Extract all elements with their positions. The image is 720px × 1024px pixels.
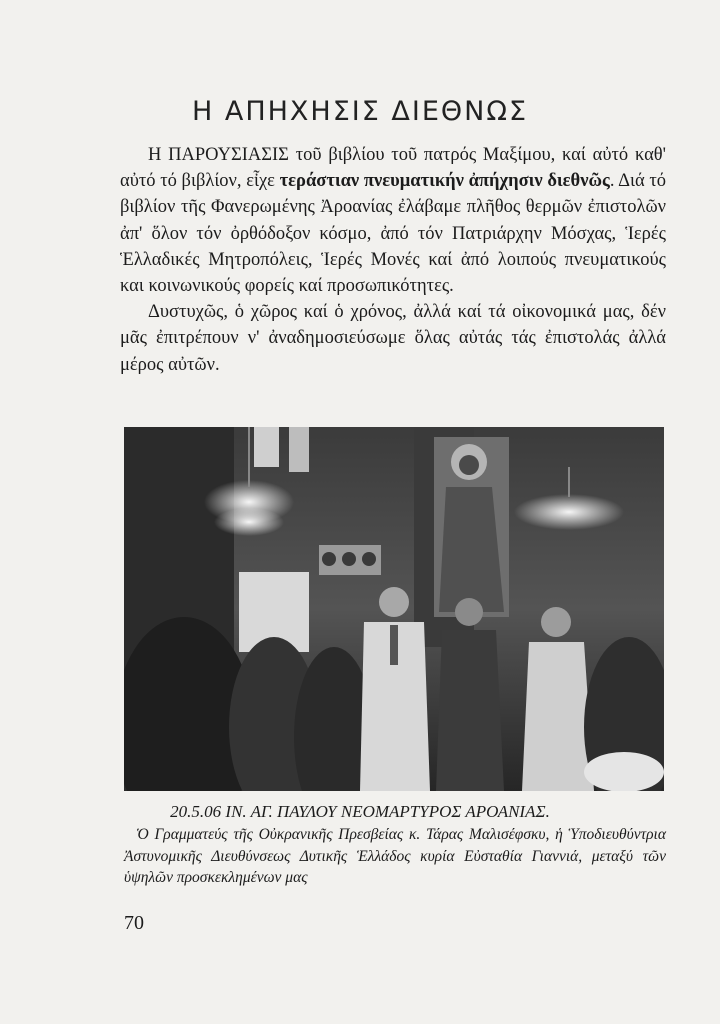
paragraph-1 xyxy=(120,142,666,299)
body-text xyxy=(120,142,666,378)
caption-title: 20.5.06 ΙΝ. ΑΓ. ΠΑΥΛΟΥ ΝΕΟΜΑΡΤΥΡΟΣ ΑΡΟΑΝΙΑΣ. xyxy=(170,802,550,821)
page-title: Η ΑΠΗΧΗΣΙΣ ΔΙΕΘΝΩΣ xyxy=(191,96,529,128)
paragraph-2: Δυστυχῶς, ὁ χῶρος καί ὁ χρόνος, ἀλλά καί τά οἰκονομικά μας, δέν μᾶς ἐπιτρέπουν ν' ἀναδημοσιεύσωμε ὅλας αὐτάς τάς ἐπιστολάς ἀλλά μέρος αὐτῶν. xyxy=(120,302,666,375)
church-photo xyxy=(124,427,664,791)
page-number: 70 xyxy=(124,912,144,934)
paragraph-1-end: . Διά τό βιβλίον τῆς Φανερωμένης Ἀροανίας ἐλάβαμε πλῆθος θερμῶν ἐπιστολῶν ἀπ' ὅλον τόν ὀρθόδοξον κόσμο, ἀπό τόν Πατριάρχην Μόσχας, Ἱερές Ἑλλαδικές Μητροπόλεις, Ἱερές Μονές καί ἀπό λοιπούς πνευματικούς και κοινωνικούς φορείς καί προσωπικότητες. xyxy=(120,171,667,297)
caption-body xyxy=(124,824,666,889)
caption-text: Ὁ Γραμματεύς τῆς Οὐκρανικῆς Πρεσβείας κ. Τάρας Μαλισέφσκυ, ἡ Ὑποδιευθύντρια Ἀστυνομικῆς Διευθύνσεως Δυτικῆς Ἑλλάδος κυρία Εὐσταθία Γιαννιά, μεταξύ τῶν ὑψηλῶν προσκεκλημένων μας xyxy=(124,826,666,886)
paragraph-1-start: Η ΠΑΡΟΥΣΙΑΣΙΣ τοῦ βιβλίου τοῦ πατρός Μαξίμου, καί αὐτό καθ' αὐτό τό βιβλίον, εἶχε xyxy=(120,145,666,192)
paragraph-1-bold: τεράστιαν πνευματικήν ἀπήχησιν διεθνῶς xyxy=(279,171,610,192)
